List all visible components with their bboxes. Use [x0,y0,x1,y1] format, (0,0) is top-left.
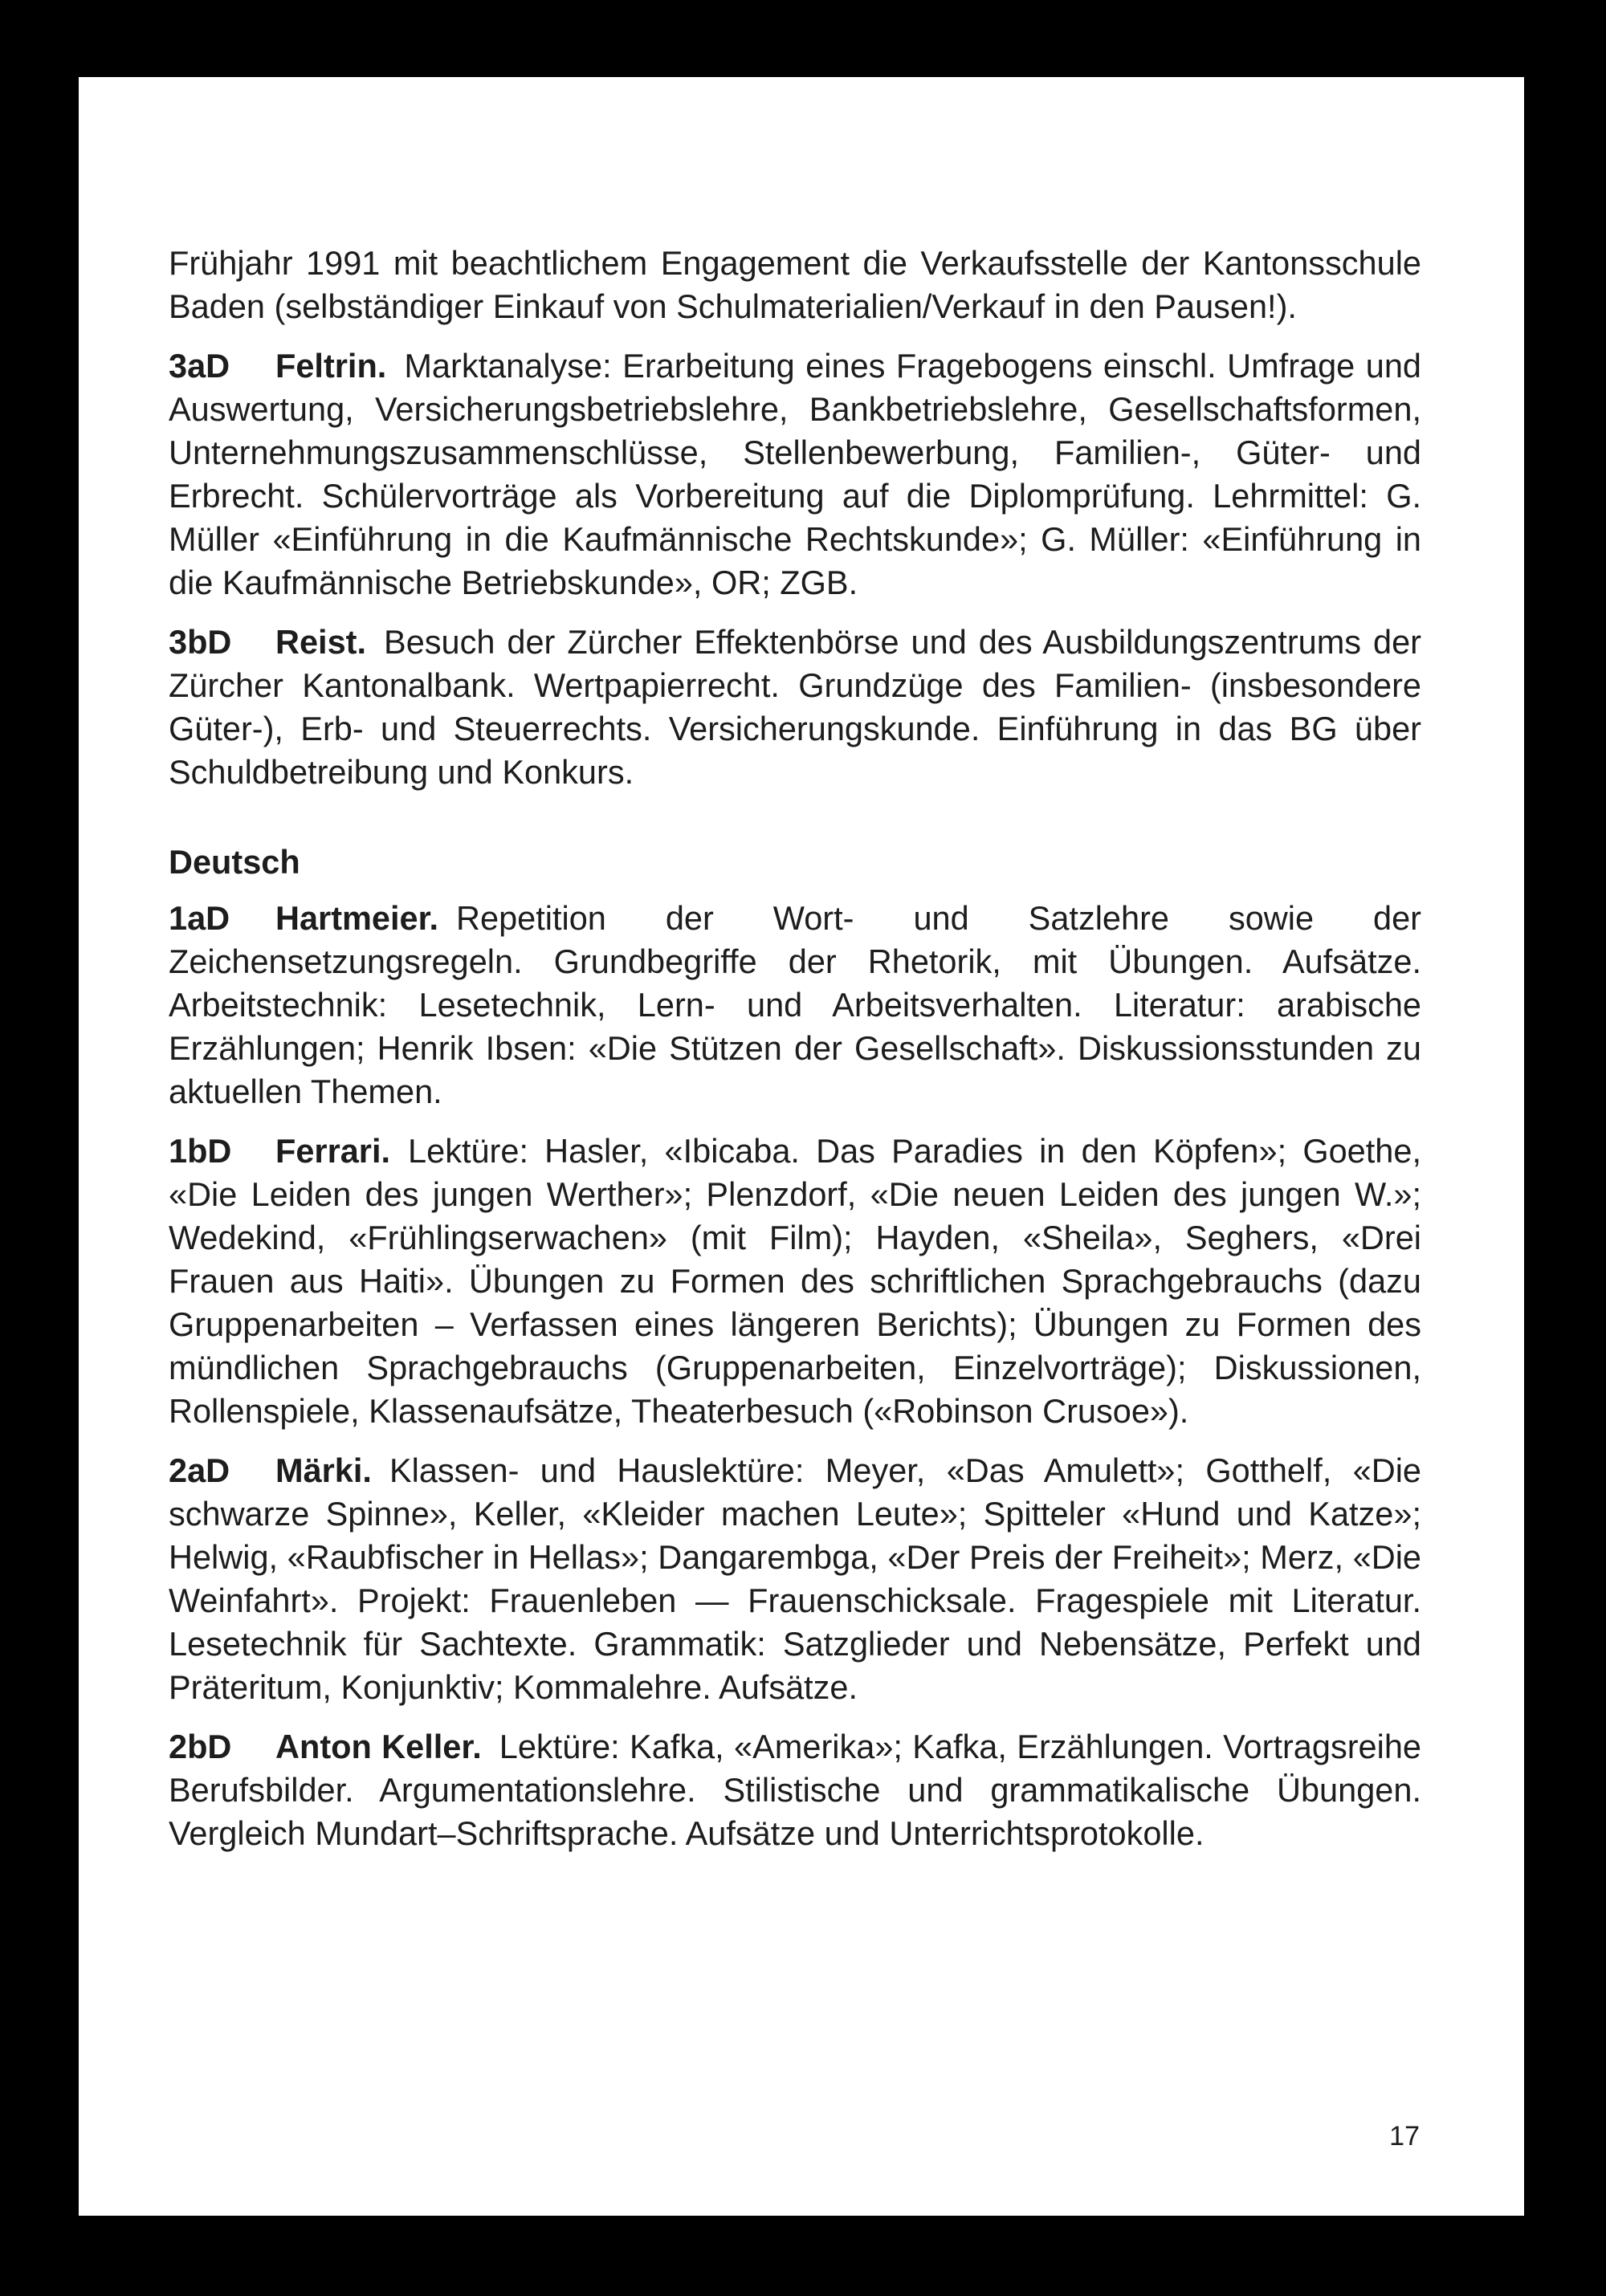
class-code: 3bD [169,623,232,661]
document-page [79,77,1524,2216]
teacher-name: Anton Keller. [275,1728,482,1765]
entry-2bD [169,1725,1421,1855]
entry-text: Besuch der Zürcher Effektenbörse und des Ausbildungszentrums der Zürcher Kantonalbank. Wertpapierrecht. Grundzüge des Familien- (insbesondere Güter-), Erb- und Steuerrechts. Versicherungskunde. Einführung in das BG über Schuldbetreibung und Konkurs. [169,623,1421,791]
page-number: 17 [1389,2121,1420,2151]
teacher-name: Hartmeier. [275,899,439,937]
entry-1bD [169,1130,1421,1433]
entry-text: Klassen- und Hauslektüre: Meyer, «Das Amulett»; Gotthelf, «Die schwarze Spinne», Keller, «Kleider machen Leute»; Spitteler «Hund und Katze»; Helwig, «Raubfischer in Hellas»; Dangarembga, «Der Preis der Freiheit»; Merz, «Die Weinfahrt». Projekt: Frauenleben — Frauenschicksale. Fragespiele mit Literatur. Lesetechnik für Sachtexte. Grammatik: Satzglieder und Nebensätze, Perfekt und Präteritum, Konjunktiv; Kommalehre. Aufsätze. [169,1451,1421,1706]
teacher-name: Reist. [275,623,367,661]
entry-3aD [169,344,1421,605]
entry-1aD [169,897,1421,1113]
entry-2aD [169,1449,1421,1709]
entry-text: Lektüre: Kafka, «Amerika»; Kafka, Erzählungen. Vortragsreihe Berufsbilder. Argumentationslehre. Stilistische und grammatikalische Übungen. Vergleich Mundart–Schriftsprache. Aufsätze und Unterrichtsprotokolle. [169,1728,1421,1852]
class-code: 1bD [169,1132,232,1170]
class-code: 1aD [169,899,230,937]
section-heading-deutsch: Deutsch [169,843,300,881]
entry-text: Marktanalyse: Erarbeitung eines Fragebogens einschl. Umfrage und Auswertung, Versicherungsbetriebslehre, Bankbetriebslehre, Gesellschaftsformen, Unternehmungszusammenschlüsse, Stellenbewerbung, Familien-, Güter- und Erbrecht. Schülervorträge als Vorbereitung auf die Diplomprüfung. Lehrmittel: G. Müller «Einführung in die Kaufmännische Rechtskunde»; G. Müller: «Einführung in die Kaufmännische Betriebskunde», OR; ZGB. [169,347,1421,601]
entry-text: Lektüre: Hasler, «Ibicaba. Das Paradies in den Köpfen»; Goethe, «Die Leiden des jungen Werther»; Plenzdorf, «Die neuen Leiden des jungen W.»; Wedekind, «Frühlingserwachen» (mit Film); Hayden, «Sheila», Seghers, «Drei Frauen aus Haiti». Übungen zu Formen des schriftlichen Sprachgebrauchs (dazu Gruppenarbeiten – Verfassen eines längeren Berichts); Übungen zu Formen des mündlichen Sprachgebrauchs (Gruppenarbeiten, Einzelvorträge); Diskussionen, Rollenspiele, Klassenaufsätze, Theaterbesuch («Robinson Crusoe»). [169,1132,1421,1430]
class-code: 2bD [169,1728,232,1765]
teacher-name: Ferrari. [275,1132,391,1170]
entry-3bD [169,621,1421,794]
class-code: 2aD [169,1451,230,1489]
teacher-name: Feltrin. [275,347,387,385]
teacher-name: Märki. [275,1451,372,1489]
intro-paragraph: Frühjahr 1991 mit beachtlichem Engagement die Verkaufsstelle der Kantonsschule Baden (selbständiger Einkauf von Schulmaterialien/Verkauf in den Pausen!). [169,244,1421,325]
entry-text: Repetition der Wort- und Satzlehre sowie der Zeichensetzungsregeln. Grundbegriffe der Rhetorik, mit Übungen. Aufsätze. Arbeitstechnik: Lesetechnik, Lern- und Arbeitsverhalten. Literatur: arabische Erzählungen; Henrik Ibsen: «Die Stützen der Gesellschaft». Diskussionsstunden zu aktuellen Themen. [169,899,1421,1110]
page-content [169,242,1421,1855]
class-code: 3aD [169,347,230,385]
